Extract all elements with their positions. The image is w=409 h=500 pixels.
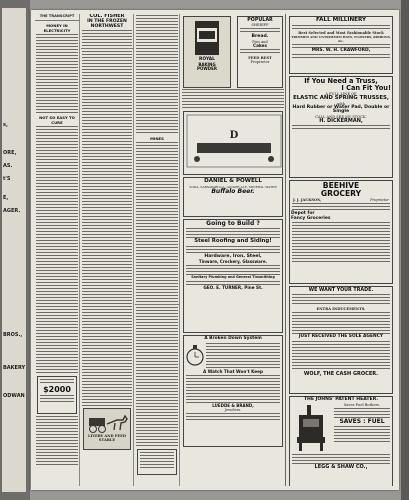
royal-line: POWDER (197, 65, 217, 71)
truss-line: If You Need a Truss, (304, 77, 378, 85)
popular-line: Cakes (253, 42, 267, 48)
building-line: Tinware, Crockery, Glassware. (198, 258, 268, 264)
truss-ad (289, 76, 393, 178)
article-text (36, 34, 78, 114)
edge-fragment: s, (3, 122, 8, 128)
broken-watch: A Watch That Won't Keep (203, 368, 263, 374)
broken-title: A Broken Down System (204, 336, 262, 341)
royal-line: BAKING (198, 61, 216, 67)
building-title: Going to Build ? (206, 220, 260, 227)
beehive-role: Proprietor (370, 197, 389, 202)
beehive-owner: J. J. JACKSON, (293, 197, 322, 202)
royal-line: ROYAL (199, 57, 215, 62)
truss-line: CALL AND SEE MY STOCK. (315, 115, 367, 120)
truss-line: Hard Rubber or Water Pad, Double or Single (292, 104, 390, 115)
headline: IN THE FROZEN (87, 19, 127, 24)
beehive-line: Depot for (291, 210, 315, 216)
truss-name: H. DICKERMAN, (319, 118, 363, 125)
trade-line: ENTRA INDUCEMENTS. (316, 307, 366, 312)
column-2 (81, 14, 134, 486)
headline: NORTHWEST (90, 24, 124, 29)
headline: MONEY IN ELECTRICITY (43, 23, 71, 33)
column-ads-right (287, 14, 395, 486)
article-text (136, 15, 178, 135)
heater-name: LEGG & SHAW CO., (314, 463, 368, 470)
ad-price: $2000 (43, 385, 71, 394)
illustrated-ad (183, 111, 283, 175)
daniel-title: DANIEL & POWELL (204, 178, 262, 184)
livery-caption: LIVERY AND FEED STABLE (87, 434, 126, 442)
popular-line: Bread. (251, 34, 269, 40)
millinery-line: TRIMMED AND UNTRIMMED HATS, FLOWERS, RIBBONS, &c. (291, 34, 391, 43)
building-dealer: GEO. E. TURNER, Pine St. (203, 284, 263, 290)
beehive-grocery-ad (289, 180, 393, 284)
edge-fragment: BROS., (3, 332, 23, 338)
truss-line: I Can Fit You! (341, 83, 391, 92)
millinery-line: Best Selected and Most Fashionable Stock (298, 30, 384, 35)
edge-fragment: ODWAN (3, 393, 25, 399)
millinery-name: MRS. W. H. CRAWFORD, (311, 47, 371, 53)
article-text (136, 307, 178, 447)
article-text (82, 51, 132, 406)
wolf-grocer-ad (289, 286, 393, 394)
column-1 (35, 14, 80, 486)
royal-baking-ad (183, 16, 231, 88)
broken-dealer: LUEDDE & BRAND, (212, 403, 254, 409)
daniel-brand: Buffalo Beer. (211, 187, 255, 195)
popular-title: POPULAR (247, 18, 273, 23)
heater-line: Saves Fuel Bothers. (343, 402, 381, 407)
daniel-powell-ad (183, 177, 283, 217)
horse-carriage-icon (85, 410, 131, 434)
heater-title: THE JOHNS' PATENT HEATER. (303, 397, 379, 402)
column-3 (135, 14, 180, 486)
building-ad (183, 219, 283, 333)
headline: NOT SO EASY TO CURE (39, 115, 75, 125)
ornamental-ad-art (185, 113, 283, 169)
article-text (36, 126, 78, 374)
edge-fragment: t'S (3, 176, 11, 182)
price-ad (37, 376, 77, 414)
svg-text:D: D (229, 130, 239, 141)
beehive-title: BEEHIVE (322, 181, 360, 190)
building-siding: Steel Roofing and Siding! (194, 238, 272, 245)
trade-line: JUST RECEIVED THE SOLE AGENCY (298, 334, 384, 340)
trade-name: WOLF, THE CASH GROCER. (303, 370, 379, 377)
headline: COL. FISHER (89, 14, 125, 19)
article-text (182, 89, 284, 109)
edge-fragment: AGER. (3, 208, 21, 214)
millinery-ad (289, 16, 393, 74)
small-ad (137, 449, 177, 475)
article-text (136, 142, 178, 302)
popular-subtitle: SHERIFF (251, 23, 269, 28)
millinery-title: FALL MILLINERY (316, 17, 366, 23)
beehive-line: Fancy Groceries (291, 215, 331, 221)
newspaper-page (31, 10, 399, 490)
headline: MINES (150, 136, 164, 141)
building-line: Hardware, Iron, Steel, (204, 253, 262, 259)
column-ads-middle (181, 14, 286, 486)
edge-fragment: AS. (3, 163, 13, 169)
truss-line: ELASTIC AND SPRING TRUSSES, (293, 94, 389, 101)
beehive-subtitle: GROCERY (320, 188, 362, 198)
edge-fragment: ORE, (3, 150, 17, 156)
edge-fragment: E, (3, 195, 9, 201)
heater-line: SAVES : FUEL (339, 417, 385, 425)
watch-icon (185, 342, 205, 368)
popular-line: Proprietor (250, 60, 270, 65)
truss-line: with (337, 101, 345, 106)
broken-role: Jewelers. (224, 408, 242, 413)
livery-ad (83, 408, 131, 450)
scan-border-right (401, 0, 409, 500)
popular-line: FEED BEST (248, 56, 272, 61)
article-text (36, 416, 78, 466)
popular-line: Pies and (252, 39, 268, 44)
daniel-line: SODA, SARSAPARILLA, GINGER ALE, MINERAL WATER (189, 184, 277, 189)
building-line: Sanitary Plumbing and General Tinsmithing (191, 274, 275, 279)
baking-powder-can-icon (185, 18, 229, 58)
jeweler-ad (183, 335, 283, 447)
popular-bakery-ad (237, 16, 283, 88)
trade-title: WE WANT YOUR TRADE. (308, 288, 374, 293)
adjacent-page-edge (0, 0, 30, 500)
edge-fragment: BAKERY (3, 365, 26, 371)
heater-ad (289, 396, 393, 486)
masthead: THE TRANSCRIPT (39, 14, 75, 18)
heater-stove-icon (291, 403, 333, 453)
adjacent-page-strip (2, 8, 26, 492)
truss-line: A FULL LINE OF (325, 91, 357, 96)
